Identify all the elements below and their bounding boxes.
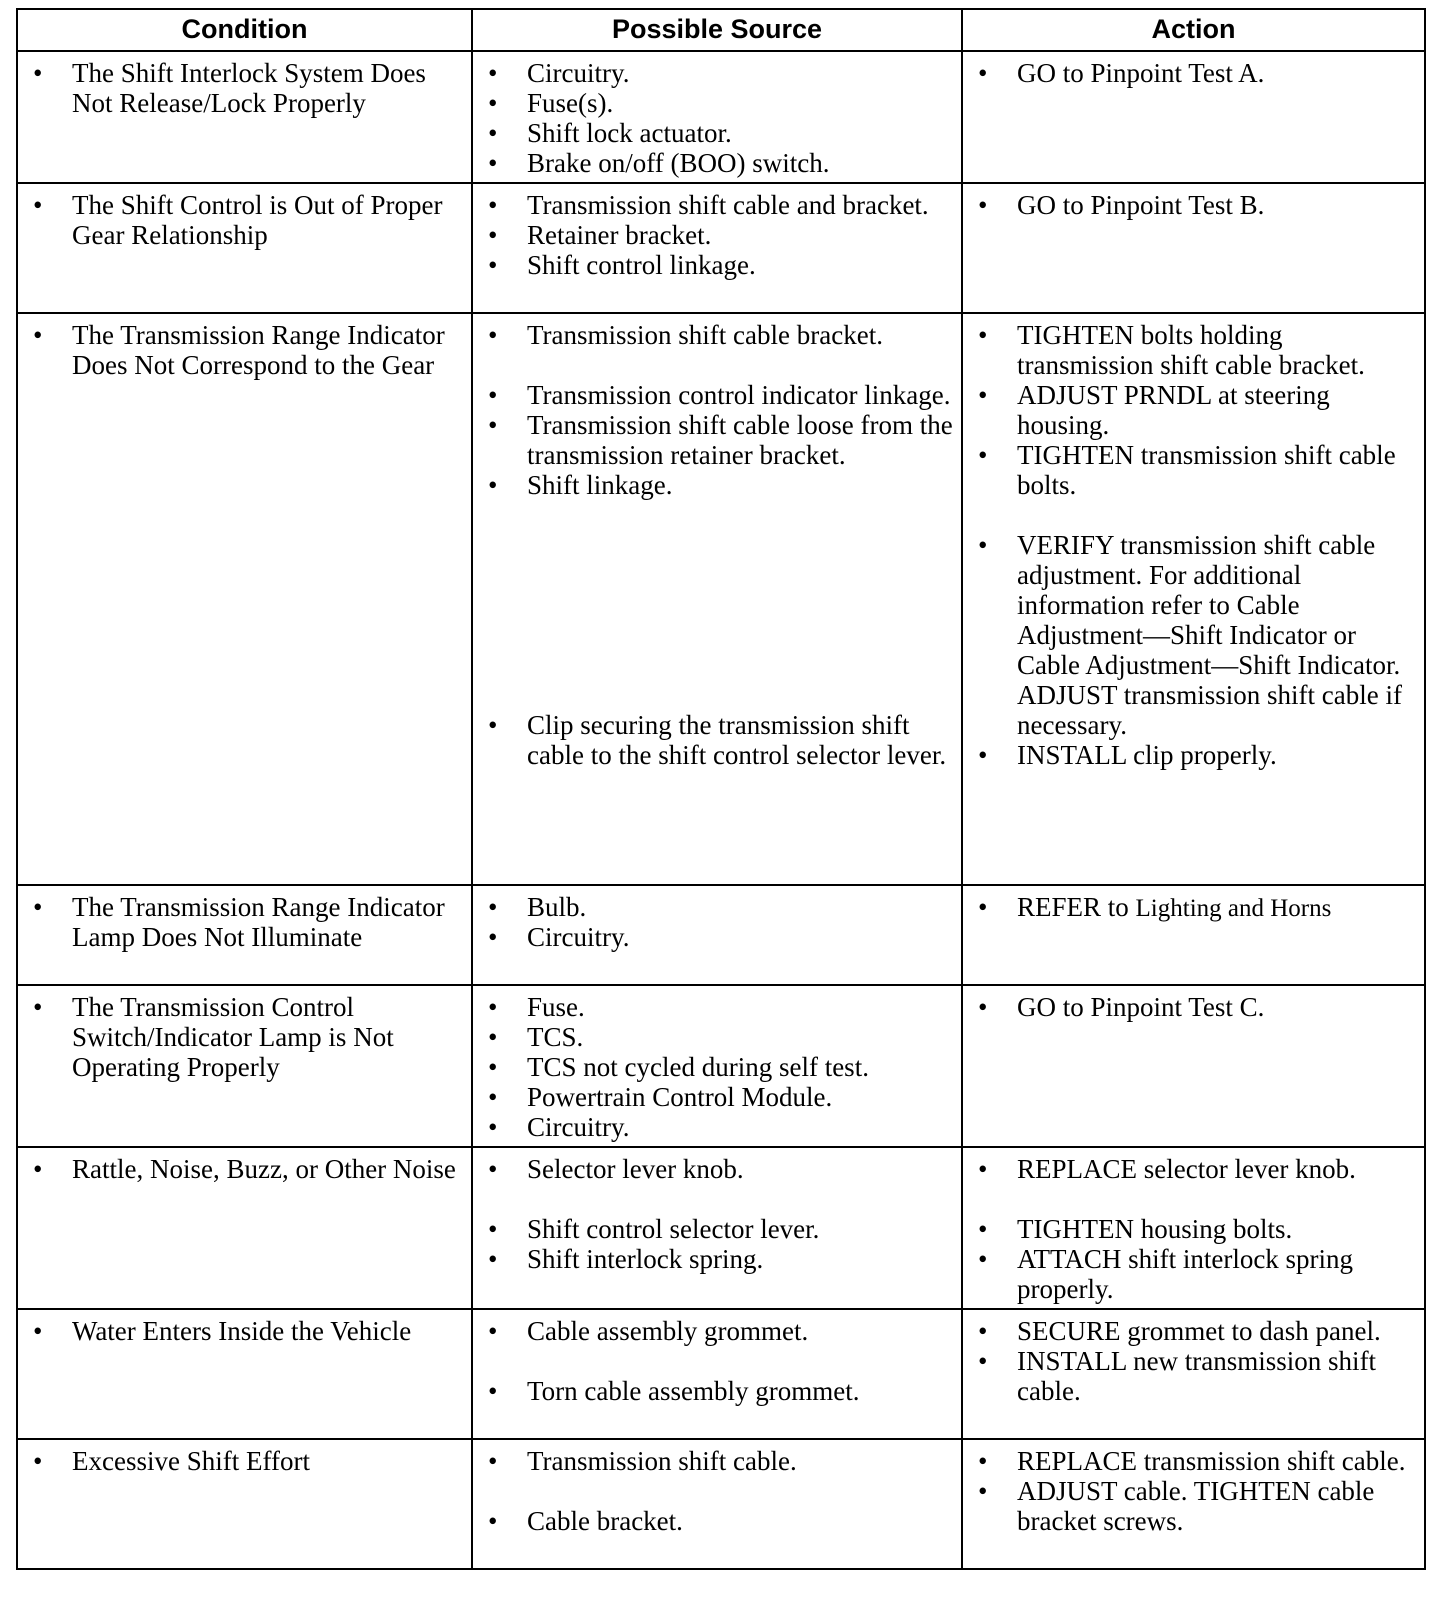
source-cell — [472, 183, 962, 313]
action-item: • ADJUST cable. TIGHTEN cable bracket screws. — [971, 1476, 1416, 1536]
source-item: • Circuitry. — [481, 922, 953, 952]
source-item: • Transmission shift cable. — [481, 1446, 953, 1476]
condition-text: • Excessive Shift Effort — [26, 1446, 463, 1476]
condition-text: • The Shift Control is Out of Proper Gear Relationship — [26, 190, 463, 250]
header-condition: Condition — [17, 9, 472, 51]
table-row — [17, 313, 1425, 885]
source-cell — [472, 1147, 962, 1309]
action-item: • ATTACH shift interlock spring properly. — [971, 1244, 1416, 1304]
action-item: • GO to Pinpoint Test A. — [971, 58, 1416, 88]
source-item: • Selector lever knob. — [481, 1154, 953, 1184]
table-row — [17, 1147, 1425, 1309]
condition-cell — [17, 1439, 472, 1569]
source-cell — [472, 1439, 962, 1569]
action-cell — [962, 313, 1425, 885]
condition-cell — [17, 313, 472, 885]
source-item: • Bulb. — [481, 892, 953, 922]
condition-text: • The Transmission Range Indicator Lamp Does Not Illuminate — [26, 892, 463, 952]
action-item: • SECURE grommet to dash panel. — [971, 1316, 1416, 1346]
source-item: • Cable assembly grommet. — [481, 1316, 953, 1346]
source-item: • Shift linkage. — [481, 470, 953, 500]
source-item: • Transmission shift cable and bracket. — [481, 190, 953, 220]
refer-section-link[interactable]: Lighting and Horns — [1135, 895, 1332, 922]
source-item: • Shift interlock spring. — [481, 1244, 953, 1274]
condition-cell — [17, 1147, 472, 1309]
source-item: • Transmission shift cable bracket. — [481, 320, 953, 350]
action-cell — [962, 1439, 1425, 1569]
condition-text: • Water Enters Inside the Vehicle — [26, 1316, 463, 1346]
source-item: • Fuse(s). — [481, 88, 953, 118]
action-item: • GO to Pinpoint Test B. — [971, 190, 1416, 220]
source-item: • Transmission control indicator linkage. — [481, 380, 953, 410]
condition-cell — [17, 885, 472, 985]
table-row — [17, 885, 1425, 985]
condition-text: • The Shift Interlock System Does Not Release/Lock Properly — [26, 58, 463, 118]
source-item: • Powertrain Control Module. — [481, 1082, 953, 1112]
source-cell — [472, 985, 962, 1147]
header-possible-source: Possible Source — [472, 9, 962, 51]
action-item: • ADJUST PRNDL at steering housing. — [971, 380, 1416, 440]
action-item: • GO to Pinpoint Test C. — [971, 992, 1416, 1022]
table-row — [17, 1439, 1425, 1569]
source-cell — [472, 313, 962, 885]
source-item: • Circuitry. — [481, 1112, 953, 1142]
action-cell — [962, 51, 1425, 183]
action-item: • VERIFY transmission shift cable adjustment. For additional information refer to Cable Adjustment—Shift Indicator or Cable Adjustment—Shift Indicator. ADJUST transmission shift cable if necessary. — [971, 530, 1416, 740]
header-row — [17, 9, 1425, 51]
source-cell — [472, 51, 962, 183]
action-item — [971, 892, 1416, 924]
table-row — [17, 183, 1425, 313]
source-item: • Brake on/off (BOO) switch. — [481, 148, 953, 178]
source-cell — [472, 1309, 962, 1439]
table-row — [17, 51, 1425, 183]
source-item: • TCS not cycled during self test. — [481, 1052, 953, 1082]
source-cell — [472, 885, 962, 985]
header-action: Action — [962, 9, 1425, 51]
condition-text: • The Transmission Range Indicator Does Not Correspond to the Gear — [26, 320, 463, 380]
condition-text: • Rattle, Noise, Buzz, or Other Noise — [26, 1154, 463, 1184]
action-item: • TIGHTEN housing bolts. — [971, 1214, 1416, 1244]
source-item: • Shift control selector lever. — [481, 1214, 953, 1244]
source-item: • Cable bracket. — [481, 1506, 953, 1536]
condition-cell — [17, 51, 472, 183]
action-item: • REPLACE selector lever knob. — [971, 1154, 1416, 1184]
action-item: • REPLACE transmission shift cable. — [971, 1446, 1416, 1476]
source-item: • Circuitry. — [481, 58, 953, 88]
action-cell — [962, 1147, 1425, 1309]
source-item: • Shift control linkage. — [481, 250, 953, 280]
refer-lead: REFER to — [1017, 892, 1129, 922]
action-cell — [962, 985, 1425, 1147]
action-cell — [962, 183, 1425, 313]
source-item: • Torn cable assembly grommet. — [481, 1376, 953, 1406]
source-item: • Fuse. — [481, 992, 953, 1022]
source-item: • Transmission shift cable loose from the transmission retainer bracket. — [481, 410, 953, 470]
table-row — [17, 985, 1425, 1147]
condition-cell — [17, 183, 472, 313]
source-item: • Clip securing the transmission shift cable to the shift control selector lever. — [481, 710, 953, 770]
source-item: • Shift lock actuator. — [481, 118, 953, 148]
action-item: • INSTALL clip properly. — [971, 740, 1416, 770]
action-item: • TIGHTEN transmission shift cable bolts. — [971, 440, 1416, 500]
table-row — [17, 1309, 1425, 1439]
action-cell — [962, 885, 1425, 985]
condition-cell — [17, 985, 472, 1147]
action-cell — [962, 1309, 1425, 1439]
action-item: • INSTALL new transmission shift cable. — [971, 1346, 1416, 1406]
diagnosis-table — [16, 8, 1426, 1570]
condition-text: • The Transmission Control Switch/Indicator Lamp is Not Operating Properly — [26, 992, 463, 1082]
source-item: • TCS. — [481, 1022, 953, 1052]
action-item: • TIGHTEN bolts holding transmission shift cable bracket. — [971, 320, 1416, 380]
condition-cell — [17, 1309, 472, 1439]
source-item: • Retainer bracket. — [481, 220, 953, 250]
